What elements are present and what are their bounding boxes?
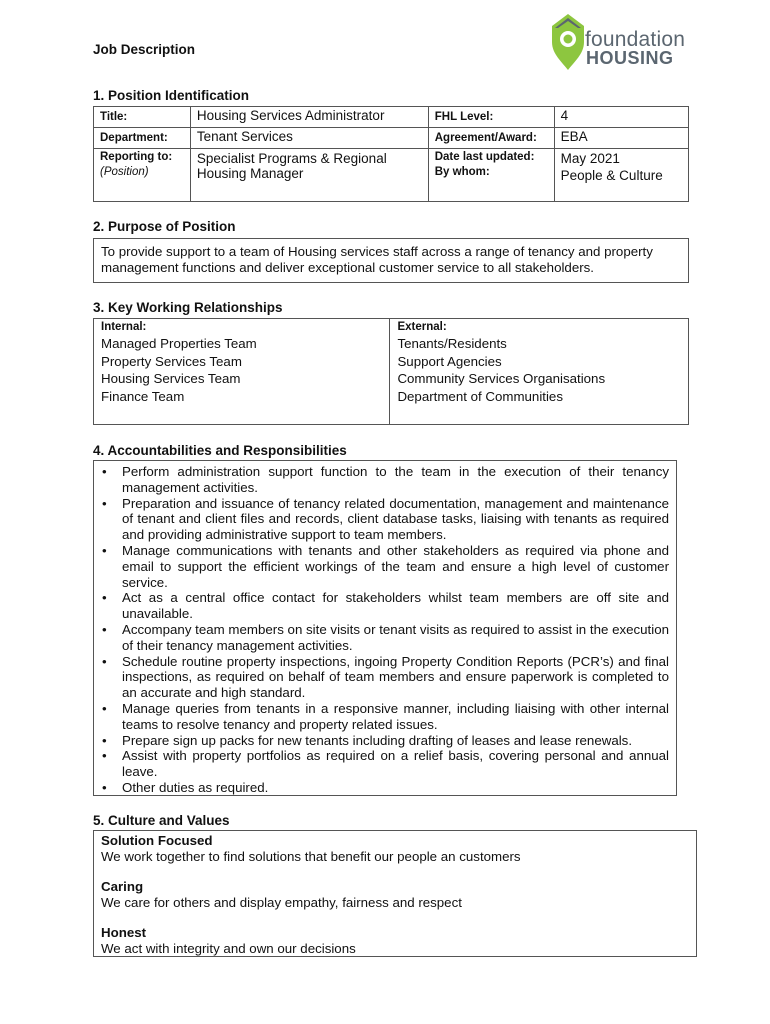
value-text: We care for others and display empathy, fairness and respect [101,895,462,910]
fhl-label: FHL Level: [434,111,494,123]
reporting-value: Specialist Programs & Regional Housing Manager [196,151,387,181]
bywhom-value: People & Culture [560,168,663,183]
document-title: Job Description [93,42,196,57]
title-label: Title: [100,111,128,123]
agreement-value: EBA [560,129,588,144]
section-heading-position: 1. Position Identification [93,88,250,103]
fhl-value-cell [554,107,688,128]
value-name: Caring [101,879,144,894]
external-cell [390,319,689,425]
internal-item: Managed Properties Team [101,336,257,351]
culture-value-solution [101,833,689,865]
updated-label: Date last updated: [434,151,535,163]
reporting-label: Reporting to: [100,151,173,163]
external-list [397,335,681,405]
section-heading-culture: 5. Culture and Values [93,813,230,828]
external-item: Support Agencies [397,353,502,369]
value-text: We act with integrity and own our decisions [101,941,356,956]
value-text: We work together to find solutions that benefit our people an customers [101,849,521,864]
purpose-text: To provide support to a team of Housing services staff across a range of tenancy and property management functions and deliver exceptional customer service to all stakeholders. [101,244,653,275]
agreement-label: Agreement/Award: [434,132,537,144]
bywhom-label: By whom: [434,166,490,178]
department-label: Department: [100,132,168,144]
list-item: • Schedule routine property inspections, ingoing Property Condition Reports (PCR’s) and final inspections, as required on behalf of team members and ensure paperwork is completed to an accurate and high standard. [122,654,669,701]
list-item: • Act as a central office contact for stakeholders whilst team members are off site and unavailable. [122,590,669,622]
department-value: Tenant Services [196,129,293,144]
list-item: • Assist with property portfolios as required on a relief basis, covering personal and annual leave. [122,748,669,780]
list-item: • Other duties as required. [122,780,669,796]
value-name: Honest [101,925,147,940]
external-item: Tenants/Residents [397,336,507,351]
external-item: Department of Communities [397,388,563,404]
section-heading-accountabilities: 4. Accountabilities and Responsibilities [93,443,347,458]
list-item: • Accompany team members on site visits or tenant visits as required to assist in the execution of their tenancy management activities. [122,622,669,654]
fhl-label-cell [428,107,554,128]
internal-item: Housing Services Team [101,371,241,386]
internal-item: Finance Team [101,388,185,404]
title-label-cell [94,107,191,128]
culture-value-honest [101,925,689,957]
list-item: • Manage communications with tenants and other stakeholders as required via phone and email to support the efficient workings of the team and ensure a high level of customer service. [122,543,669,590]
list-item: • Manage queries from tenants in a responsive manner, including liaising with other internal teams to resolve tenancy and property related issues. [122,701,669,733]
internal-item: Property Services Team [101,353,242,369]
reporting-sub: (Position) [100,166,149,178]
position-table [93,106,689,202]
logo-wordmark-line2: HOUSING [586,48,674,68]
updated-value: May 2021 [560,151,620,166]
external-label: External: [397,321,447,333]
purpose-box [93,238,689,283]
internal-label: Internal: [101,321,147,333]
list-item: • Prepare sign up packs for new tenants including drafting of leases and lease renewals. [122,733,669,749]
map-pin-house-icon [548,12,588,72]
accountabilities-box [93,460,677,796]
culture-box [93,830,697,957]
list-item: • Preparation and issuance of tenancy related documentation, management and maintenance of tenant and client files and records, client database tasks, liaising with tenants as required and providing administrative support to team members. [122,496,669,543]
title-value-cell [190,107,428,128]
relationships-table [93,318,689,425]
logo-wordmark-line1: foundation [585,28,686,51]
accountabilities-list [96,464,669,796]
fhl-value: 4 [560,108,569,123]
culture-value-caring [101,879,689,911]
section-heading-purpose: 2. Purpose of Position [93,219,236,234]
title-value: Housing Services Administrator [196,108,385,123]
internal-list [101,335,382,405]
internal-cell [94,319,390,425]
list-item: • Perform administration support function to the team in the execution of their tenancy management activities. [122,464,669,496]
section-heading-relationships: 3. Key Working Relationships [93,300,283,315]
value-name: Solution Focused [101,833,213,848]
external-item: Community Services Organisations [397,371,606,386]
